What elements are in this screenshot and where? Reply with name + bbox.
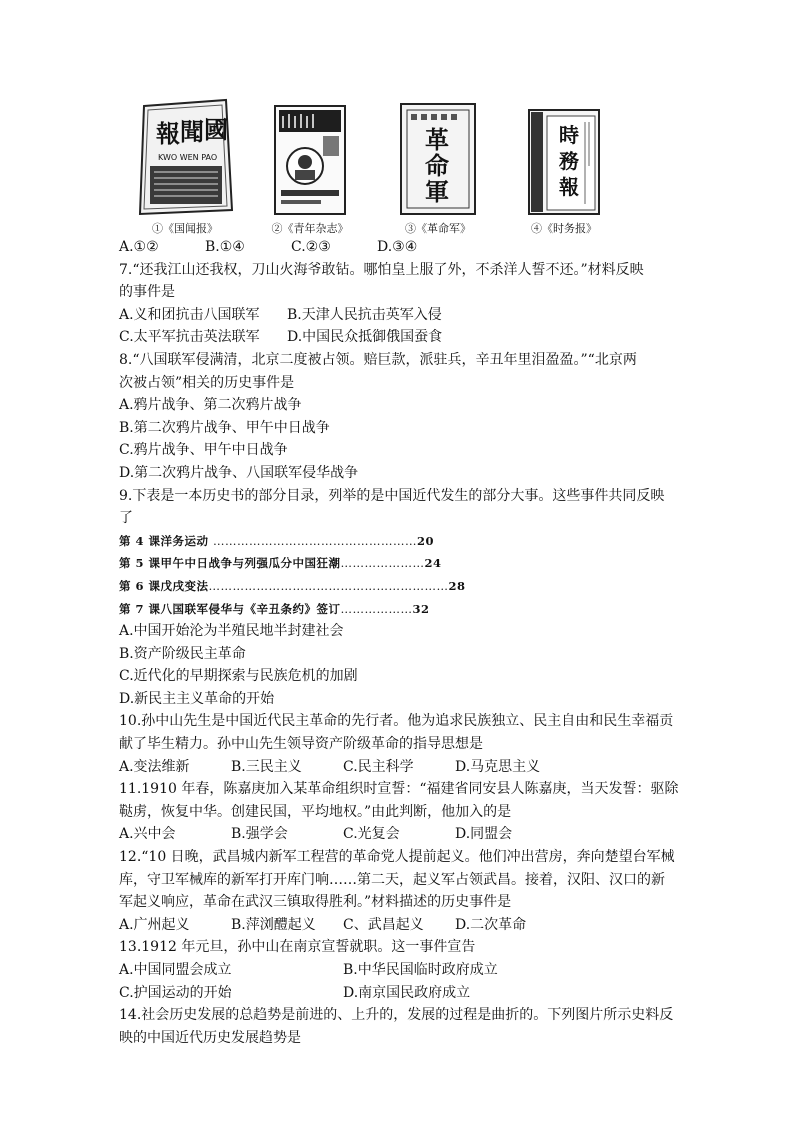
q10-options bbox=[119, 756, 679, 779]
figure-guowenbao bbox=[130, 98, 240, 236]
q11-option-a: A.兴中会 bbox=[119, 826, 176, 843]
figure-3-caption: ③《革命军》 bbox=[405, 222, 471, 235]
qingnian-image bbox=[273, 104, 347, 216]
toc-page: 32 bbox=[412, 601, 430, 616]
toc-entry bbox=[119, 598, 679, 621]
toc-entry bbox=[119, 575, 679, 598]
q12-options bbox=[119, 914, 679, 937]
q12-option-a: A.广州起义 bbox=[119, 916, 190, 933]
gemingjun-image bbox=[399, 102, 477, 216]
q7-stem-line-1: 7.“还我江山还我权，刀山火海爷敢钻。哪怕皇上服了外，不杀洋人誓不还。”材料反映 bbox=[119, 261, 644, 278]
q10-stem-line-2: 献了毕生精力。孙中山先生领导资产阶级革命的指导思想是 bbox=[119, 736, 483, 753]
guowenbao-char-1: 報 bbox=[156, 119, 180, 148]
q9-option-a: A.中国开始沦为半殖民地半封建社会 bbox=[119, 623, 344, 640]
q6-option-a: A.①② bbox=[119, 239, 159, 255]
q9-stem-line-2: 了 bbox=[119, 510, 133, 527]
q7-option-b: B.天津人民抗击英军入侵 bbox=[287, 306, 442, 323]
q11-stem-line-2: 鞑虏，恢复中华。创建民国，平均地权。”由此判断，他加入的是 bbox=[119, 803, 512, 820]
toc-title: 第 7 课八国联军侵华与《辛丑条约》签订 bbox=[119, 601, 341, 616]
q8-stem-line-1: 8.“八国联军侵满清，北京二度被占领。赔巨款，派驻兵，辛丑年里泪盈盈。”“北京两 bbox=[119, 351, 637, 368]
question-body bbox=[119, 236, 679, 1049]
toc-dots: …………………………………………… bbox=[213, 533, 418, 548]
q12-stem-line-2: 库，守卫军械库的新军打开库门响……第二天，起义军占领武昌。接着，汉阳、汉口的新 bbox=[119, 871, 665, 888]
q8-stem-line-2: 次被占领”相关的历史事件是 bbox=[119, 374, 295, 391]
q12-stem-line-1: 12.“10 日晚，武昌城内新军工程营的革命党人提前起义。他们冲出营房，奔向楚望台军械 bbox=[119, 849, 675, 866]
q9-option-d: D.新民主主义革命的开始 bbox=[119, 690, 275, 707]
q13-options-row-1 bbox=[119, 959, 679, 982]
shiwubao-char-3: 報 bbox=[559, 175, 579, 199]
q6-option-c: C.②③ bbox=[291, 239, 331, 255]
gemingjun-char-3: 軍 bbox=[425, 177, 449, 206]
toc-title: 第 4 课洋务运动 bbox=[119, 533, 214, 548]
q11-option-c: C.光复会 bbox=[343, 826, 400, 843]
q12-option-b: B.萍浏醴起义 bbox=[231, 916, 316, 933]
toc-entry bbox=[119, 552, 679, 575]
toc-page: 24 bbox=[424, 556, 442, 571]
q9-stem-line-1: 9.下表是一本历史书的部分目录，列举的是中国近代发生的部分大事。这些事件共同反映 bbox=[119, 487, 665, 504]
shiwubao-char-2: 務 bbox=[559, 149, 579, 173]
q10-option-c: C.民主科学 bbox=[343, 758, 414, 775]
toc-title: 第 5 课甲午中日战争与列强瓜分中国狂潮 bbox=[119, 556, 341, 571]
q6-option-d: D.③④ bbox=[377, 239, 418, 255]
q14-stem-line-2: 映的中国近代历史发展趋势是 bbox=[119, 1029, 301, 1046]
q7-options-row-2 bbox=[119, 326, 679, 349]
q12-stem-line-3: 军起义响应，革命在武汉三镇取得胜利。”材料描述的历史事件是 bbox=[119, 894, 512, 911]
figure-shiwubao bbox=[514, 106, 614, 236]
shiwubao-image bbox=[527, 106, 601, 216]
q10-option-d: D.马克思主义 bbox=[455, 758, 541, 775]
q10-stem-line-1: 10.孙中山先生是中国近代民主革命的先行者。他为追求民族独立、民主自由和民生幸福贡 bbox=[119, 713, 674, 730]
toc-title: 第 6 课戊戌变法 bbox=[119, 578, 209, 593]
q12-option-c: C、武昌起义 bbox=[343, 916, 424, 933]
q13-option-b: B.中华民国临时政府成立 bbox=[343, 962, 498, 978]
q14-stem-line-1: 14.社会历史发展的总趋势是前进的、上升的，发展的过程是曲折的。下列图片所示史料反 bbox=[119, 1007, 674, 1024]
q13-option-c: C.护国运动的开始 bbox=[119, 984, 232, 1001]
guowenbao-char-2: 聞 bbox=[180, 117, 204, 146]
q8-option-c: C.鸦片战争、甲午中日战争 bbox=[119, 442, 288, 459]
toc-entry bbox=[119, 530, 679, 553]
guowenbao-image bbox=[136, 98, 234, 216]
q10-option-a: A.变法维新 bbox=[119, 758, 190, 775]
q8-option-d: D.第二次鸦片战争、八国联军侵华战争 bbox=[119, 464, 359, 481]
q7-option-d: D.中国民众抵御俄国蚕食 bbox=[287, 329, 443, 346]
toc-page: 20 bbox=[417, 533, 435, 548]
q7-stem-line-2: 的事件是 bbox=[119, 284, 175, 301]
gemingjun-char-2: 命 bbox=[425, 151, 449, 180]
q13-stem-line-1: 13.1912 年元旦，孙中山在南京宣誓就职。这一事件宣告 bbox=[119, 939, 476, 956]
toc-dots: …………………………………………………… bbox=[208, 578, 449, 593]
q11-option-d: D.同盟会 bbox=[455, 826, 513, 843]
q7-option-c: C.太平军抗击英法联军 bbox=[119, 329, 260, 346]
figure-4-caption: ④《时务报》 bbox=[531, 222, 597, 235]
q9-option-c: C.近代化的早期探索与民族危机的加剧 bbox=[119, 668, 358, 685]
q11-options bbox=[119, 823, 679, 846]
newspaper-figures bbox=[120, 98, 620, 238]
q8-option-b: B.第二次鸦片战争、甲午中日战争 bbox=[119, 419, 330, 436]
q7-option-a: A.义和团抗击八国联军 bbox=[119, 306, 260, 323]
guowenbao-subtitle: KWO WEN PAO bbox=[158, 153, 218, 162]
q12-option-d: D.二次革命 bbox=[455, 916, 527, 933]
q11-stem-line-1: 11.1910 年春，陈嘉庚加入某革命组织时宣誓：“福建省同安县人陈嘉庚，当天发誓：驱除 bbox=[119, 781, 679, 798]
figure-qingnian bbox=[260, 104, 360, 236]
q7-options-row-1 bbox=[119, 304, 679, 327]
gemingjun-char-1: 革 bbox=[425, 125, 449, 154]
toc-page: 28 bbox=[448, 578, 466, 593]
q11-option-b: B.强学会 bbox=[231, 826, 288, 843]
q13-options-row-2 bbox=[119, 982, 679, 1005]
q10-option-b: B.三民主义 bbox=[231, 758, 302, 775]
figure-1-caption: ①《国闻报》 bbox=[152, 222, 218, 235]
guowenbao-char-3: 國 bbox=[204, 115, 228, 144]
q8-option-a: A.鸦片战争、第二次鸦片战争 bbox=[119, 397, 302, 414]
q6-options bbox=[119, 236, 679, 259]
toc-dots: ……………… bbox=[340, 601, 413, 616]
q6-option-b: B.①④ bbox=[205, 239, 245, 255]
shiwubao-char-1: 時 bbox=[559, 123, 579, 147]
toc-dots: ………………… bbox=[340, 556, 425, 571]
figure-gemingjun bbox=[388, 102, 488, 236]
figure-2-caption: ②《青年杂志》 bbox=[271, 222, 349, 235]
q9-option-b: B.资产阶级民主革命 bbox=[119, 645, 246, 662]
q13-option-a: A.中国同盟会成立 bbox=[119, 962, 232, 978]
q13-option-d: D.南京国民政府成立 bbox=[343, 984, 471, 1001]
